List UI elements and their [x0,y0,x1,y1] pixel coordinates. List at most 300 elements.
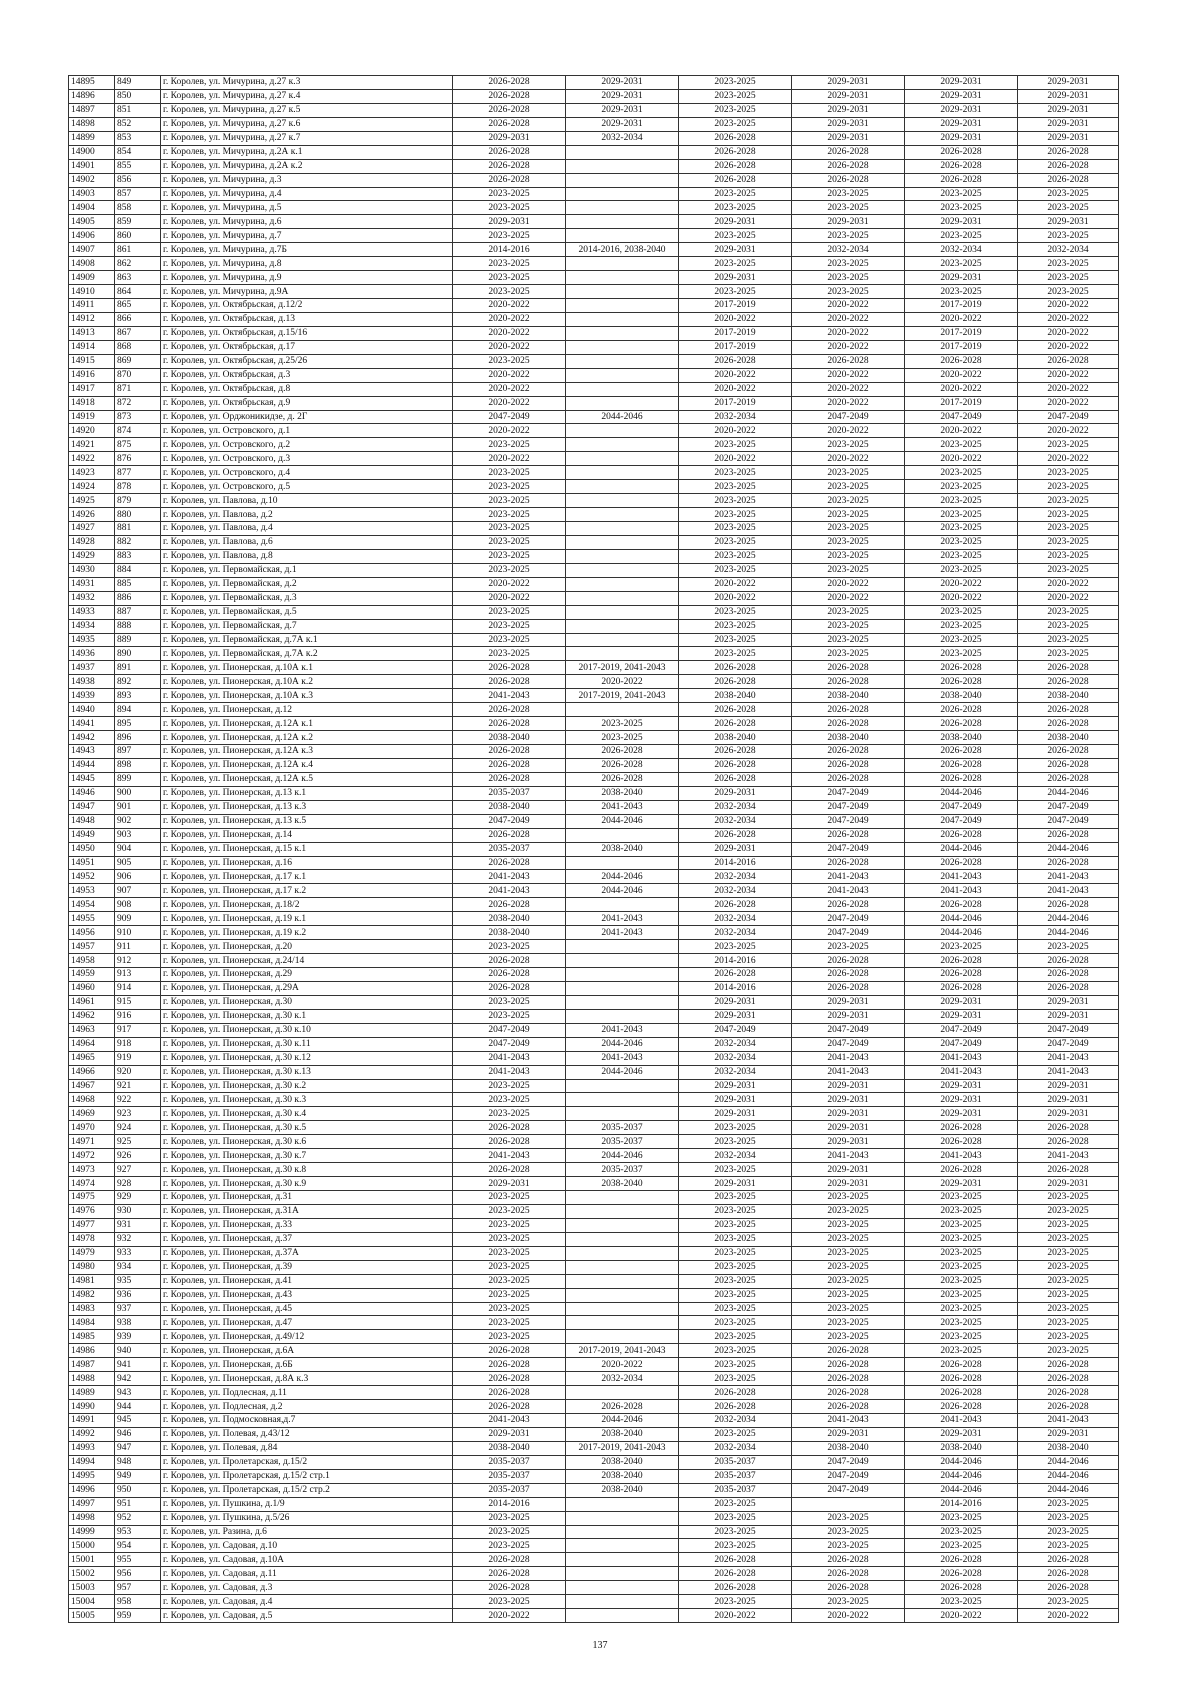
address-cell: г. Королев, ул. Пионерская, д.30 к.13 [161,1065,453,1079]
period-6-cell: 2023-2025 [1018,438,1119,452]
row-number-cell: 14996 [69,1483,115,1497]
item-number-cell: 931 [115,1218,161,1232]
period-3-cell: 2032-2034 [679,1065,792,1079]
address-cell: г. Королев, ул. Пушкина, д.1/9 [161,1497,453,1511]
period-4-cell: 2020-2022 [792,424,905,438]
period-5-cell: 2047-2049 [905,410,1018,424]
period-4-cell: 2026-2028 [792,772,905,786]
address-cell: г. Королев, ул. Павлова, д.6 [161,535,453,549]
item-number-cell: 924 [115,1121,161,1135]
period-1-cell: 2026-2028 [453,1135,566,1149]
item-number-cell: 920 [115,1065,161,1079]
item-number-cell: 894 [115,703,161,717]
period-4-cell: 2020-2022 [792,326,905,340]
period-6-cell: 2026-2028 [1018,1400,1119,1414]
address-cell: г. Королев, ул. Первомайская, д.2 [161,577,453,591]
item-number-cell: 933 [115,1246,161,1260]
period-3-cell: 2023-2025 [679,1121,792,1135]
period-3-cell: 2023-2025 [679,117,792,131]
table-row [69,647,1119,661]
period-3-cell: 2014-2016 [679,856,792,870]
period-3-cell: 2026-2028 [679,745,792,759]
period-5-cell: 2038-2040 [905,689,1018,703]
period-4-cell: 2029-2031 [792,117,905,131]
period-6-cell: 2041-2043 [1018,870,1119,884]
period-2-cell: 2041-2043 [566,1023,679,1037]
period-6-cell: 2020-2022 [1018,591,1119,605]
period-2-cell [566,257,679,271]
period-2-cell [566,438,679,452]
period-6-cell: 2023-2025 [1018,1344,1119,1358]
address-cell: г. Королев, ул. Мичурина, д.4 [161,187,453,201]
address-cell: г. Королев, ул. Пролетарская, д.15/2 [161,1455,453,1469]
period-1-cell: 2026-2028 [453,173,566,187]
period-2-cell: 2035-2037 [566,1121,679,1135]
period-5-cell: 2041-2043 [905,1149,1018,1163]
period-5-cell: 2044-2046 [905,786,1018,800]
table-row [69,1218,1119,1232]
item-number-cell: 906 [115,870,161,884]
period-1-cell: 2029-2031 [453,215,566,229]
period-1-cell: 2047-2049 [453,814,566,828]
period-2-cell: 2044-2046 [566,870,679,884]
row-number-cell: 14914 [69,340,115,354]
period-4-cell: 2041-2043 [792,1414,905,1428]
period-1-cell: 2029-2031 [453,131,566,145]
period-1-cell: 2023-2025 [453,1525,566,1539]
table-row [69,633,1119,647]
period-3-cell: 2023-2025 [679,508,792,522]
period-4-cell: 2026-2028 [792,1386,905,1400]
period-4-cell: 2026-2028 [792,1553,905,1567]
period-2-cell [566,954,679,968]
item-number-cell: 855 [115,159,161,173]
period-1-cell: 2020-2022 [453,591,566,605]
period-5-cell: 2029-2031 [905,1427,1018,1441]
row-number-cell: 14945 [69,772,115,786]
period-6-cell: 2023-2025 [1018,229,1119,243]
period-4-cell: 2029-2031 [792,76,905,90]
period-1-cell: 2023-2025 [453,1218,566,1232]
period-6-cell: 2020-2022 [1018,340,1119,354]
table-row [69,1567,1119,1581]
row-number-cell: 14956 [69,926,115,940]
address-cell: г. Королев, ул. Мичурина, д.27 к.4 [161,89,453,103]
period-5-cell: 2023-2025 [905,1316,1018,1330]
row-number-cell: 14947 [69,800,115,814]
period-4-cell: 2026-2028 [792,159,905,173]
period-4-cell: 2023-2025 [792,229,905,243]
period-6-cell: 2029-2031 [1018,103,1119,117]
period-5-cell: 2023-2025 [905,1525,1018,1539]
period-2-cell [566,981,679,995]
row-number-cell: 14955 [69,912,115,926]
period-5-cell: 2026-2028 [905,675,1018,689]
row-number-cell: 14908 [69,257,115,271]
period-6-cell: 2047-2049 [1018,1023,1119,1037]
item-number-cell: 942 [115,1372,161,1386]
row-number-cell: 14920 [69,424,115,438]
period-2-cell: 2032-2034 [566,131,679,145]
item-number-cell: 874 [115,424,161,438]
period-2-cell [566,1553,679,1567]
row-number-cell: 14912 [69,312,115,326]
period-5-cell: 2023-2025 [905,1595,1018,1609]
period-2-cell [566,619,679,633]
period-5-cell: 2026-2028 [905,717,1018,731]
period-5-cell: 2044-2046 [905,926,1018,940]
row-number-cell: 14985 [69,1330,115,1344]
row-number-cell: 14910 [69,285,115,299]
period-3-cell: 2029-2031 [679,1177,792,1191]
period-3-cell: 2020-2022 [679,368,792,382]
period-5-cell: 2023-2025 [905,285,1018,299]
period-5-cell: 2026-2028 [905,1386,1018,1400]
period-5-cell: 2029-2031 [905,995,1018,1009]
period-3-cell: 2023-2025 [679,1525,792,1539]
item-number-cell: 905 [115,856,161,870]
period-6-cell: 2026-2028 [1018,772,1119,786]
table-row [69,1455,1119,1469]
item-number-cell: 876 [115,452,161,466]
period-4-cell: 2026-2028 [792,145,905,159]
period-3-cell: 2029-2031 [679,271,792,285]
item-number-cell: 886 [115,591,161,605]
period-5-cell: 2026-2028 [905,661,1018,675]
period-6-cell: 2047-2049 [1018,1037,1119,1051]
address-cell: г. Королев, ул. Первомайская, д.7А к.2 [161,647,453,661]
period-6-cell: 2026-2028 [1018,675,1119,689]
table-row [69,814,1119,828]
item-number-cell: 853 [115,131,161,145]
period-5-cell: 2023-2025 [905,1302,1018,1316]
period-6-cell: 2023-2025 [1018,522,1119,536]
period-2-cell: 2044-2046 [566,1065,679,1079]
address-cell: г. Королев, ул. Октябрьская, д.25/26 [161,354,453,368]
row-number-cell: 14948 [69,814,115,828]
period-3-cell: 2023-2025 [679,1246,792,1260]
table-row [69,396,1119,410]
period-1-cell: 2026-2028 [453,117,566,131]
item-number-cell: 893 [115,689,161,703]
item-number-cell: 950 [115,1483,161,1497]
item-number-cell: 901 [115,800,161,814]
table-row [69,661,1119,675]
period-4-cell: 2020-2022 [792,577,905,591]
period-5-cell: 2023-2025 [905,1288,1018,1302]
item-number-cell: 880 [115,508,161,522]
row-number-cell: 14982 [69,1288,115,1302]
period-3-cell: 2032-2034 [679,884,792,898]
row-number-cell: 14946 [69,786,115,800]
row-number-cell: 14915 [69,354,115,368]
period-4-cell: 2047-2049 [792,912,905,926]
period-1-cell: 2038-2040 [453,731,566,745]
period-1-cell: 2041-2043 [453,1149,566,1163]
period-4-cell: 2026-2028 [792,717,905,731]
period-5-cell: 2026-2028 [905,1567,1018,1581]
period-3-cell: 2026-2028 [679,1400,792,1414]
table-row [69,1051,1119,1065]
row-number-cell: 15005 [69,1609,115,1623]
address-cell: г. Королев, ул. Мичурина, д.27 к.3 [161,76,453,90]
address-cell: г. Королев, ул. Пионерская, д.12А к.1 [161,717,453,731]
period-5-cell: 2029-2031 [905,1009,1018,1023]
period-6-cell: 2023-2025 [1018,257,1119,271]
period-3-cell: 2020-2022 [679,312,792,326]
period-3-cell: 2029-2031 [679,243,792,257]
period-6-cell: 2023-2025 [1018,1511,1119,1525]
period-2-cell [566,1609,679,1623]
period-3-cell: 2023-2025 [679,1539,792,1553]
address-cell: г. Королев, ул. Пионерская, д.16 [161,856,453,870]
address-cell: г. Королев, ул. Пионерская, д.10А к.1 [161,661,453,675]
period-4-cell [792,1497,905,1511]
period-5-cell: 2047-2049 [905,800,1018,814]
period-1-cell: 2023-2025 [453,1330,566,1344]
address-cell: г. Королев, ул. Орджоникидзе, д. 2Г [161,410,453,424]
item-number-cell: 914 [115,981,161,995]
row-number-cell: 14970 [69,1121,115,1135]
period-3-cell: 2032-2034 [679,912,792,926]
table-row [69,772,1119,786]
row-number-cell: 14968 [69,1093,115,1107]
period-6-cell: 2047-2049 [1018,800,1119,814]
period-5-cell: 2023-2025 [905,480,1018,494]
period-4-cell: 2029-2031 [792,1121,905,1135]
period-4-cell: 2026-2028 [792,968,905,982]
address-cell: г. Королев, ул. Пионерская, д.10А к.3 [161,689,453,703]
period-3-cell: 2020-2022 [679,1609,792,1623]
row-number-cell: 14939 [69,689,115,703]
table-row [69,340,1119,354]
period-4-cell: 2047-2049 [792,786,905,800]
period-5-cell: 2029-2031 [905,76,1018,90]
period-3-cell: 2035-2037 [679,1469,792,1483]
row-number-cell: 14967 [69,1079,115,1093]
table-row [69,1344,1119,1358]
item-number-cell: 864 [115,285,161,299]
period-1-cell: 2026-2028 [453,675,566,689]
period-2-cell: 2014-2016, 2038-2040 [566,243,679,257]
period-4-cell: 2026-2028 [792,1581,905,1595]
period-2-cell [566,285,679,299]
table-row [69,257,1119,271]
period-5-cell: 2020-2022 [905,591,1018,605]
period-3-cell: 2032-2034 [679,870,792,884]
period-4-cell: 2023-2025 [792,201,905,215]
row-number-cell: 14953 [69,884,115,898]
table-row [69,926,1119,940]
item-number-cell: 919 [115,1051,161,1065]
period-2-cell [566,1288,679,1302]
address-cell: г. Королев, ул. Пионерская, д.31 [161,1191,453,1205]
table-row [69,271,1119,285]
row-number-cell: 14965 [69,1051,115,1065]
period-6-cell: 2023-2025 [1018,480,1119,494]
item-number-cell: 903 [115,828,161,842]
period-5-cell: 2023-2025 [905,1204,1018,1218]
address-cell: г. Королев, ул. Пионерская, д.30 к.6 [161,1135,453,1149]
address-cell: г. Королев, ул. Мичурина, д.27 к.5 [161,103,453,117]
period-2-cell: 2044-2046 [566,884,679,898]
period-6-cell: 2026-2028 [1018,981,1119,995]
period-5-cell: 2044-2046 [905,1469,1018,1483]
period-4-cell: 2026-2028 [792,981,905,995]
item-number-cell: 877 [115,466,161,480]
period-3-cell: 2026-2028 [679,173,792,187]
period-2-cell: 2041-2043 [566,800,679,814]
address-cell: г. Королев, ул. Пионерская, д.15 к.1 [161,842,453,856]
period-3-cell: 2032-2034 [679,814,792,828]
period-5-cell: 2026-2028 [905,898,1018,912]
period-3-cell: 2017-2019 [679,340,792,354]
period-6-cell: 2026-2028 [1018,1121,1119,1135]
period-1-cell: 2020-2022 [453,452,566,466]
period-1-cell: 2023-2025 [453,549,566,563]
period-5-cell: 2029-2031 [905,1107,1018,1121]
table-row [69,675,1119,689]
period-3-cell: 2023-2025 [679,1372,792,1386]
row-number-cell: 14991 [69,1414,115,1428]
period-2-cell [566,396,679,410]
row-number-cell: 14971 [69,1135,115,1149]
table-row [69,856,1119,870]
table-row [69,1177,1119,1191]
table-row [69,1483,1119,1497]
item-number-cell: 915 [115,995,161,1009]
period-6-cell: 2026-2028 [1018,968,1119,982]
address-cell: г. Королев, ул. Островского, д.3 [161,452,453,466]
item-number-cell: 935 [115,1274,161,1288]
item-number-cell: 862 [115,257,161,271]
period-4-cell: 2026-2028 [792,758,905,772]
period-6-cell: 2026-2028 [1018,159,1119,173]
period-5-cell: 2026-2028 [905,745,1018,759]
address-cell: г. Королев, ул. Садовая, д.5 [161,1609,453,1623]
row-number-cell: 14942 [69,731,115,745]
address-cell: г. Королев, ул. Островского, д.2 [161,438,453,452]
address-cell: г. Королев, ул. Островского, д.1 [161,424,453,438]
table-row [69,1441,1119,1455]
period-5-cell: 2041-2043 [905,1065,1018,1079]
period-5-cell: 2026-2028 [905,981,1018,995]
period-5-cell: 2023-2025 [905,1511,1018,1525]
item-number-cell: 888 [115,619,161,633]
table-row [69,89,1119,103]
period-1-cell: 2026-2028 [453,954,566,968]
period-2-cell [566,1497,679,1511]
table-row [69,758,1119,772]
item-number-cell: 954 [115,1539,161,1553]
item-number-cell: 952 [115,1511,161,1525]
period-3-cell: 2023-2025 [679,1511,792,1525]
period-1-cell: 2035-2037 [453,842,566,856]
period-6-cell: 2026-2028 [1018,1386,1119,1400]
item-number-cell: 955 [115,1553,161,1567]
item-number-cell: 878 [115,480,161,494]
period-3-cell: 2029-2031 [679,786,792,800]
period-1-cell: 2023-2025 [453,563,566,577]
period-3-cell: 2029-2031 [679,1093,792,1107]
period-1-cell: 2026-2028 [453,1581,566,1595]
item-number-cell: 918 [115,1037,161,1051]
item-number-cell: 947 [115,1441,161,1455]
period-1-cell: 2023-2025 [453,1191,566,1205]
address-cell: г. Королев, ул. Пионерская, д.29А [161,981,453,995]
address-cell: г. Королев, ул. Октябрьская, д.3 [161,368,453,382]
period-6-cell: 2023-2025 [1018,535,1119,549]
period-3-cell: 2023-2025 [679,466,792,480]
period-2-cell: 2026-2028 [566,758,679,772]
address-cell: г. Королев, ул. Пионерская, д.29 [161,968,453,982]
period-2-cell [566,354,679,368]
period-5-cell: 2044-2046 [905,842,1018,856]
period-1-cell: 2023-2025 [453,187,566,201]
period-6-cell: 2023-2025 [1018,1497,1119,1511]
period-4-cell: 2029-2031 [792,1009,905,1023]
period-2-cell [566,1079,679,1093]
row-number-cell: 14964 [69,1037,115,1051]
period-2-cell [566,968,679,982]
table-row [69,1400,1119,1414]
period-4-cell: 2023-2025 [792,535,905,549]
address-cell: г. Королев, ул. Пионерская, д.24/14 [161,954,453,968]
period-2-cell [566,856,679,870]
period-1-cell: 2023-2025 [453,229,566,243]
address-cell: г. Королев, ул. Пионерская, д.30 к.11 [161,1037,453,1051]
period-4-cell: 2023-2025 [792,480,905,494]
period-4-cell: 2023-2025 [792,1246,905,1260]
period-6-cell: 2044-2046 [1018,1455,1119,1469]
item-number-cell: 937 [115,1302,161,1316]
row-number-cell: 14944 [69,758,115,772]
row-number-cell: 14901 [69,159,115,173]
period-6-cell: 2023-2025 [1018,1525,1119,1539]
table-row [69,1065,1119,1079]
period-6-cell: 2041-2043 [1018,1065,1119,1079]
period-4-cell: 2047-2049 [792,1483,905,1497]
period-6-cell: 2029-2031 [1018,1427,1119,1441]
period-5-cell: 2029-2031 [905,1177,1018,1191]
period-4-cell: 2041-2043 [792,1149,905,1163]
address-cell: г. Королев, ул. Пионерская, д.47 [161,1316,453,1330]
period-6-cell: 2026-2028 [1018,1163,1119,1177]
row-number-cell: 15000 [69,1539,115,1553]
address-cell: г. Королев, ул. Пионерская, д.12А к.3 [161,745,453,759]
period-1-cell: 2026-2028 [453,1163,566,1177]
period-6-cell: 2023-2025 [1018,1302,1119,1316]
period-1-cell: 2047-2049 [453,1037,566,1051]
period-5-cell: 2023-2025 [905,438,1018,452]
period-2-cell [566,187,679,201]
item-number-cell: 934 [115,1260,161,1274]
period-2-cell: 2044-2046 [566,1037,679,1051]
period-1-cell: 2035-2037 [453,1483,566,1497]
period-6-cell: 2023-2025 [1018,494,1119,508]
period-3-cell: 2026-2028 [679,354,792,368]
period-5-cell: 2023-2025 [905,940,1018,954]
period-1-cell: 2038-2040 [453,912,566,926]
period-6-cell: 2020-2022 [1018,1609,1119,1623]
period-4-cell: 2020-2022 [792,1609,905,1623]
period-5-cell: 2017-2019 [905,340,1018,354]
row-number-cell: 14921 [69,438,115,452]
period-4-cell: 2023-2025 [792,508,905,522]
period-2-cell [566,549,679,563]
row-number-cell: 14962 [69,1009,115,1023]
period-2-cell [566,535,679,549]
